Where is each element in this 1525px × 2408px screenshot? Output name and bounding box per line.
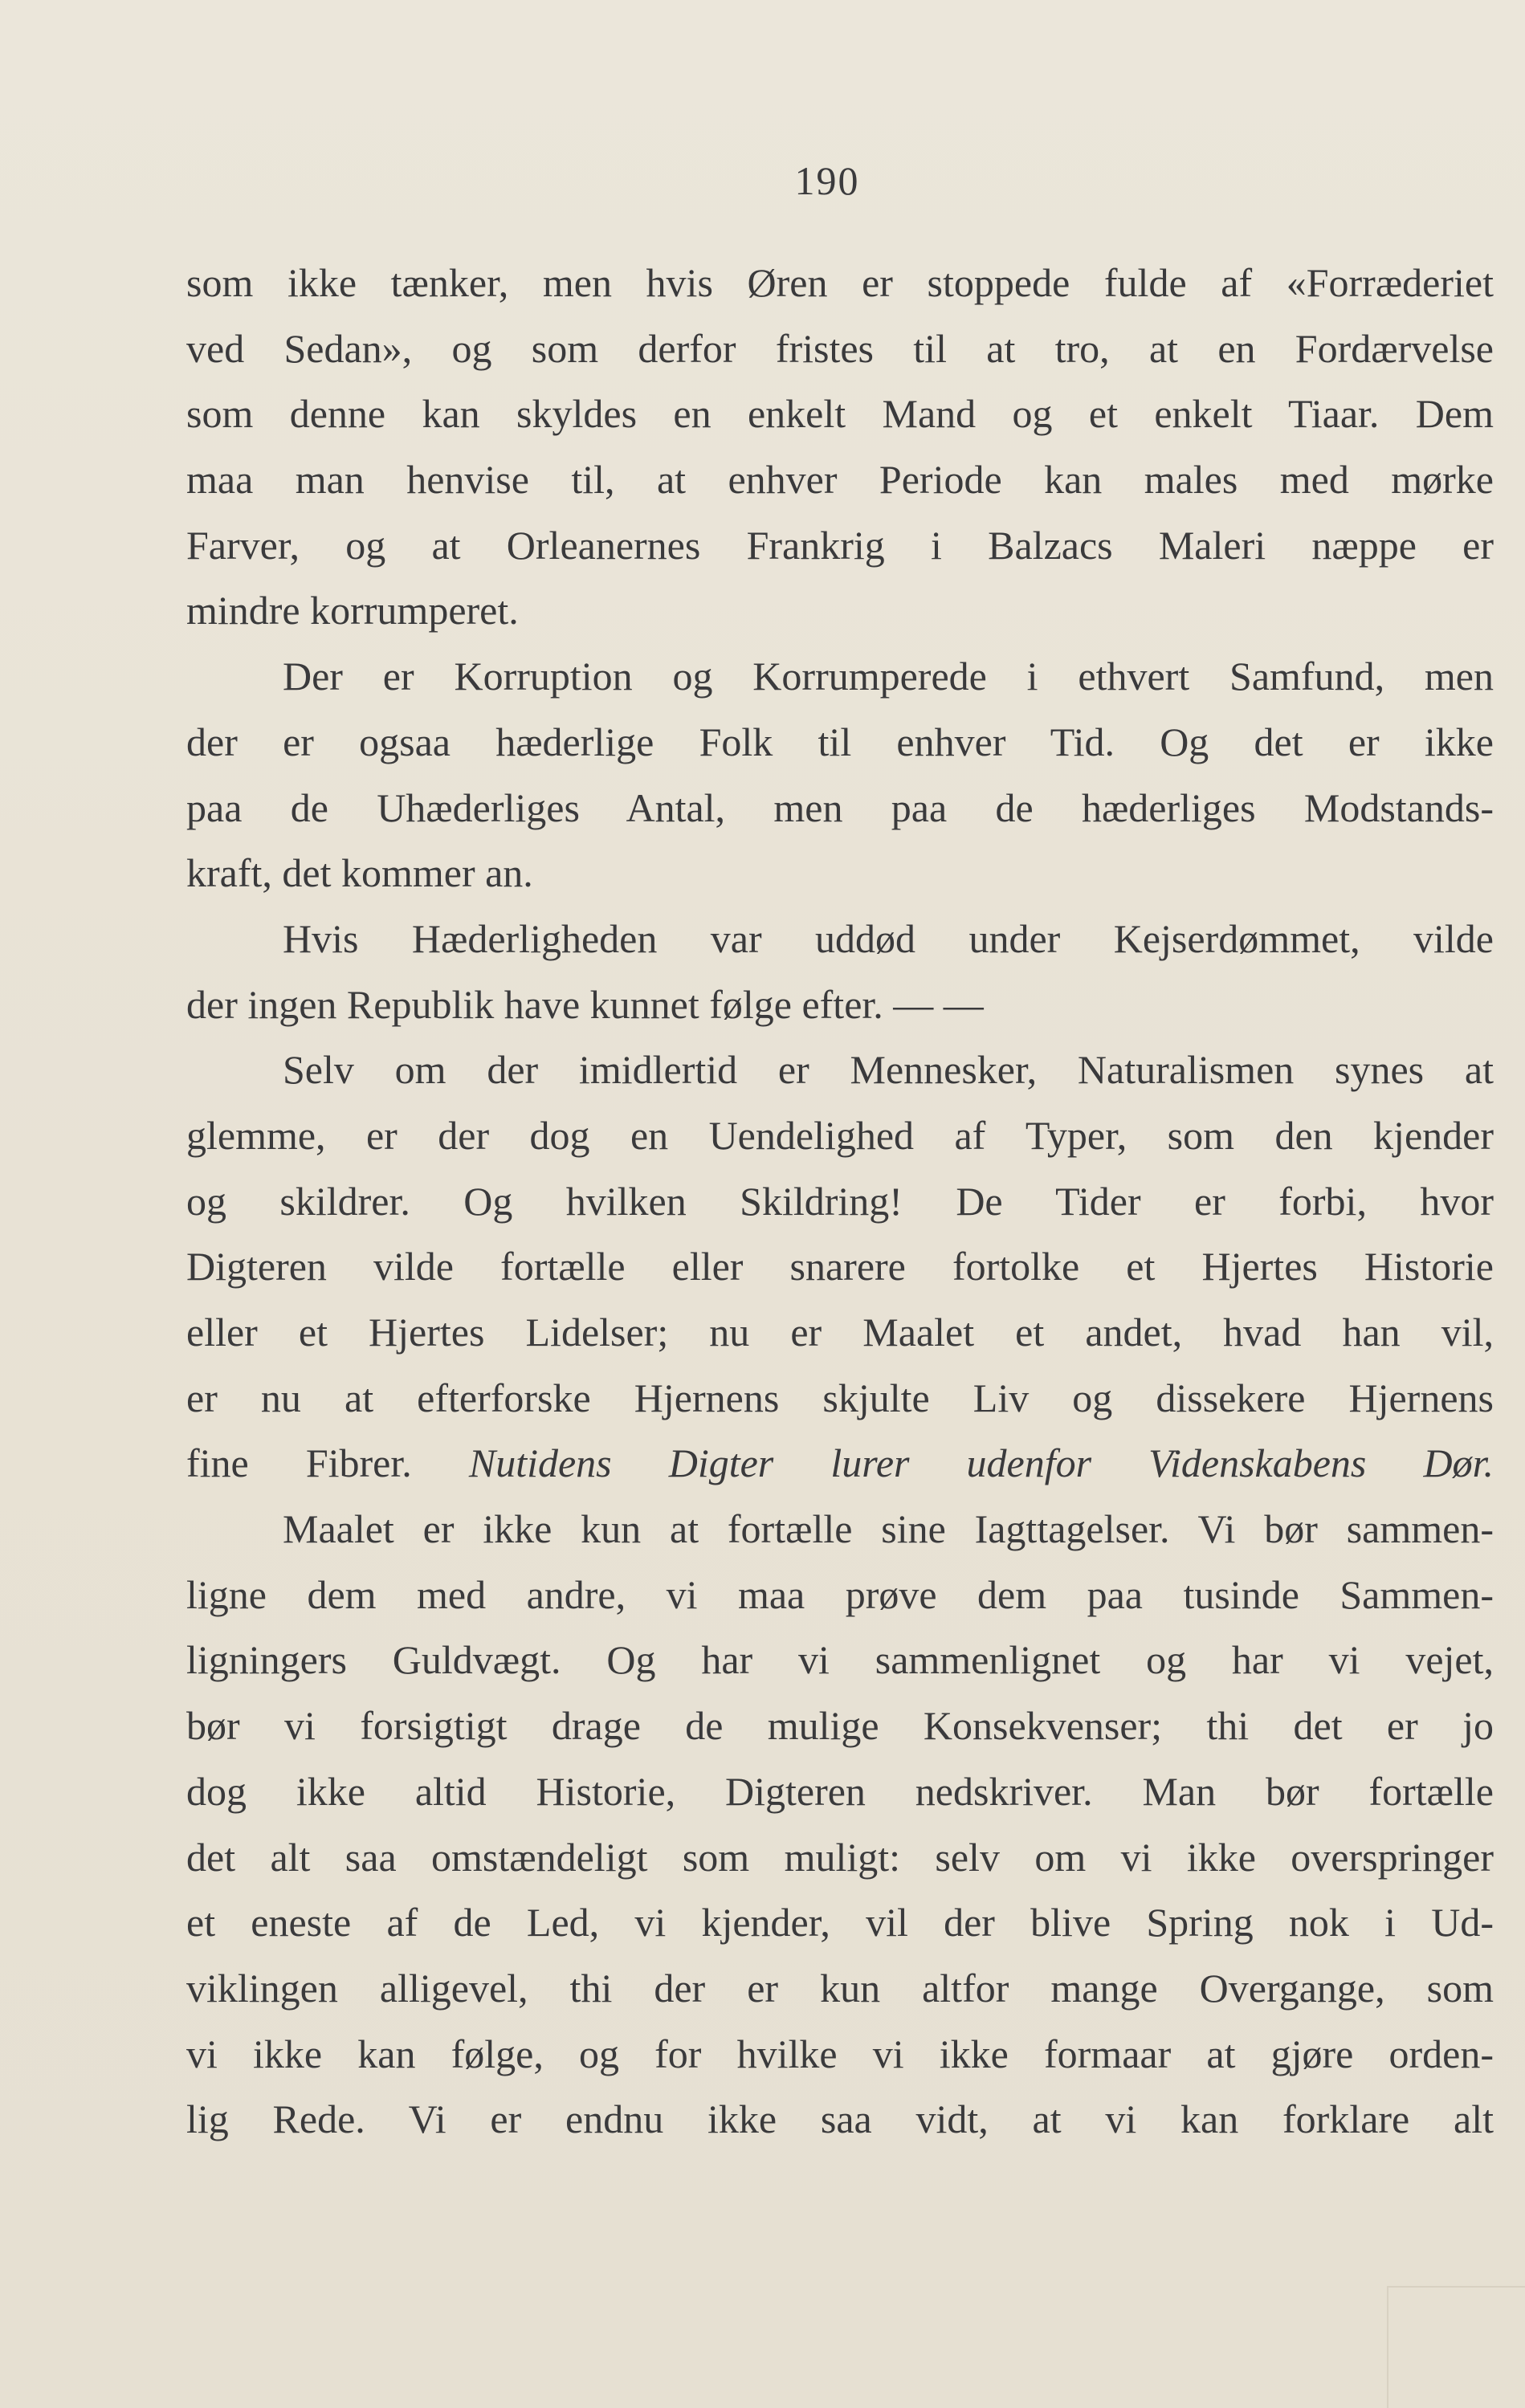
text-line-content: der er ogsaa hæderlige Folk til enhver Tid. Og det er ikke xyxy=(186,719,1494,764)
text-line xyxy=(186,381,1494,447)
text-line xyxy=(186,1628,1494,1693)
italic-emphasis: Nutidens Digter lurer udenfor Videnskabens Dør. xyxy=(468,1440,1494,1486)
text-line-content: Hvis Hæderligheden var uddød under Kejserdømmet, vilde xyxy=(283,915,1494,961)
text-line xyxy=(186,1366,1494,1432)
page-edge-mark xyxy=(1387,2286,1525,2408)
text-line-content: mindre korrumperet. xyxy=(186,588,519,634)
text-line-content: Farver, og at Orleanernes Frankrig i Balzacs Maleri næppe er xyxy=(186,522,1494,568)
text-line xyxy=(186,1956,1494,2022)
text-line xyxy=(186,1103,1494,1169)
text-line-content: ligne dem med andre, vi maa prøve dem paa tusinde Sammen- xyxy=(186,1571,1494,1617)
text-line xyxy=(186,1300,1494,1366)
text-line-content: paa de Uhæderliges Antal, men paa de hæderliges Modstands- xyxy=(186,784,1494,830)
text-line-content: det alt saa omstændeligt som muligt: selv om vi ikke overspringer xyxy=(186,1834,1494,1880)
text-line xyxy=(186,251,1494,316)
text-line-content: Selv om der imidlertid er Mennesker, Naturalismen synes at xyxy=(283,1047,1494,1093)
text-line-content: Der er Korruption og Korrumperede i ethvert Samfund, men xyxy=(283,654,1494,699)
text-line xyxy=(186,316,1494,382)
text-line xyxy=(186,2022,1494,2088)
page-number: 190 xyxy=(794,158,860,203)
text-line-content: der ingen Republik have kunnet følge efter. — — xyxy=(186,981,984,1027)
text-line-content: Maalet er ikke kun at fortælle sine Iagttagelser. Vi bør sammen- xyxy=(283,1506,1494,1552)
text-line xyxy=(186,1497,1494,1563)
text-line xyxy=(186,907,1494,972)
text-line-content: dog ikke altid Historie, Digteren nedskriver. Man bør fortælle xyxy=(186,1768,1494,1814)
text-line-content: glemme, er der dog en Uendelighed af Typer, som den kjender xyxy=(186,1112,1494,1158)
text-line-content: og skildrer. Og hvilken Skildring! De Tider er forbi, hvor xyxy=(186,1178,1494,1224)
text-line xyxy=(186,1169,1494,1235)
text-line xyxy=(186,1759,1494,1825)
text-line-content: bør vi forsigtigt drage de mulige Konsekvenser; thi det er jo xyxy=(186,1703,1494,1749)
text-line-content: viklingen alligevel, thi der er kun altfor mange Overgange, som xyxy=(186,1965,1494,2011)
text-line xyxy=(186,1563,1494,1628)
text-line-content: er nu at efterforske Hjernens skjulte Liv og dissekere Hjernens xyxy=(186,1375,1494,1420)
text-line xyxy=(186,1890,1494,1956)
text-line xyxy=(186,1234,1494,1300)
text-line-content: som ikke tænker, men hvis Øren er stoppede fulde af «Forræderiet xyxy=(186,260,1494,305)
text-line xyxy=(186,447,1494,513)
text-line-content: som denne kan skyldes en enkelt Mand og et enkelt Tiaar. Dem xyxy=(186,391,1494,437)
text-line xyxy=(186,1431,1494,1497)
text-line xyxy=(186,578,1494,644)
text-line-content: maa man henvise til, at enhver Periode kan males med mørke xyxy=(186,457,1494,503)
text-line xyxy=(186,1693,1494,1759)
text-line xyxy=(186,841,1494,907)
text-line-content: lig Rede. Vi er endnu ikke saa vidt, at vi kan forklare alt xyxy=(186,2096,1494,2142)
text-line xyxy=(186,710,1494,776)
text-line-content: vi ikke kan følge, og for hvilke vi ikke formaar at gjøre orden- xyxy=(186,2031,1494,2076)
text-line xyxy=(186,513,1494,579)
body-text xyxy=(186,251,1494,2153)
text-line-content: Digteren vilde fortælle eller snarere fortolke et Hjertes Historie xyxy=(186,1244,1494,1290)
text-line-content: et eneste af de Led, vi kjender, vil der blive Spring nok i Ud- xyxy=(186,1900,1494,1946)
text-line xyxy=(186,2087,1494,2153)
text-line xyxy=(186,1037,1494,1103)
text-line-content: fine Fibrer. xyxy=(186,1440,412,1486)
text-line xyxy=(186,644,1494,710)
text-line xyxy=(186,776,1494,841)
text-line-content: kraft, det kommer an. xyxy=(186,850,533,896)
text-line-content: eller et Hjertes Lidelser; nu er Maalet et andet, hvad han vil, xyxy=(186,1310,1494,1355)
text-line xyxy=(186,972,1494,1038)
text-line-content: ligningers Guldvægt. Og har vi sammenlignet og har vi vejet, xyxy=(186,1637,1494,1683)
text-line-content: ved Sedan», og som derfor fristes til at tro, at en Fordærvelse xyxy=(186,325,1494,371)
text-line xyxy=(186,1825,1494,1891)
